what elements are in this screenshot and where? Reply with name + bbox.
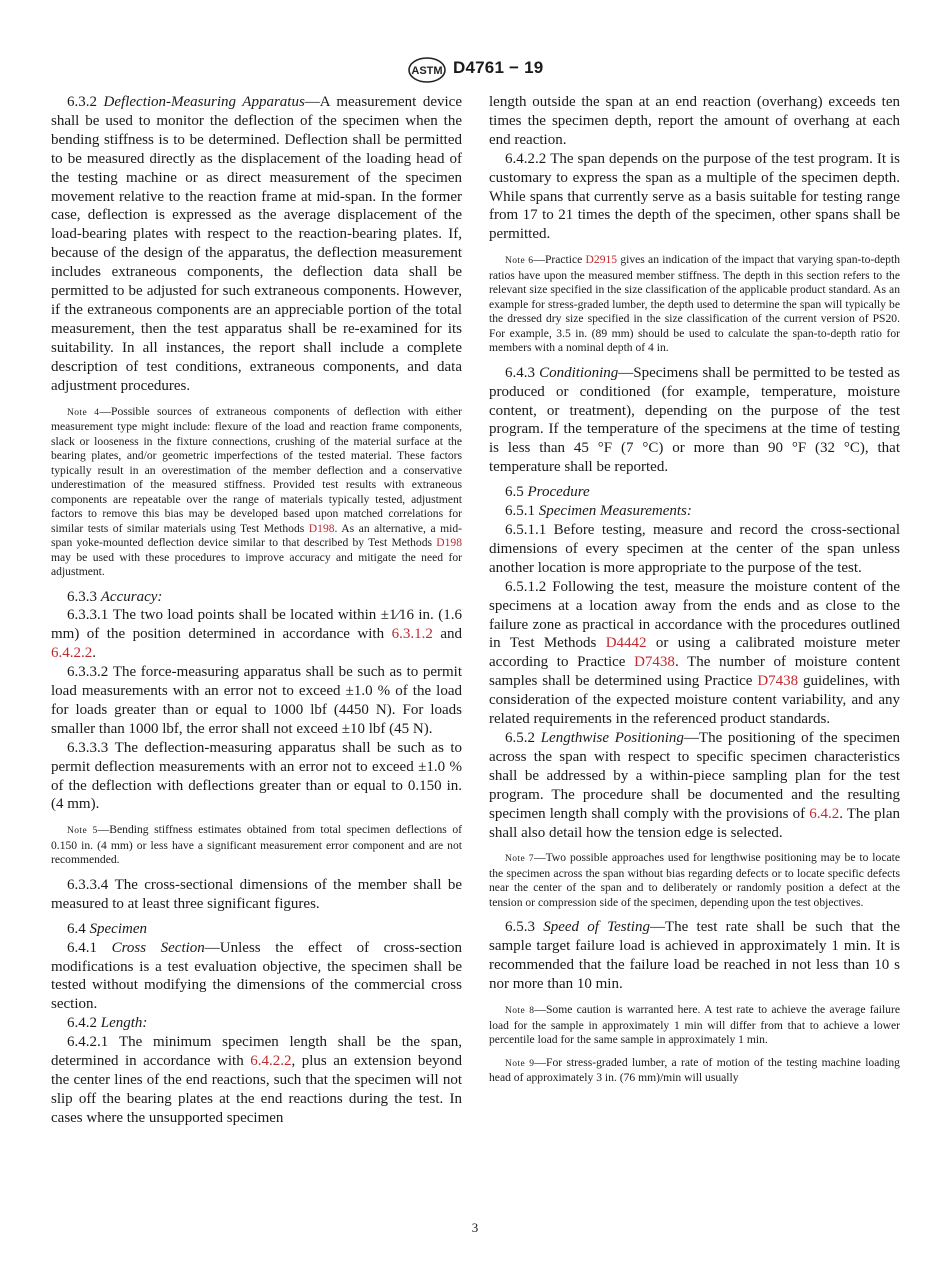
section-6-4-2-1: 6.4.2.1 The minimum specimen length shall be the span, determined in accordance with 6.4.2.2, plus an extension beyond the center lines of the end reactions, such that the specimen will not slip off the bearing plates at the end reactions during the test. In cases where the unsupported specimen [51, 1034, 463, 1126]
svg-text:ASTM: ASTM [411, 65, 443, 77]
right-column [489, 93, 900, 1094]
link-6-4-2-2[interactable]: 6.4.2.2 [51, 645, 93, 662]
link-d7438-2[interactable]: D7438 [757, 673, 799, 690]
section-6-4: 6.4 Specimen [67, 920, 147, 937]
left-column [51, 93, 462, 1128]
section-6-3-3-2: 6.3.3.2 The force-measuring apparatus shall be such as to permit load measurements with an error not to exceed ±1.0 % of the load for loads greater than or equal to 1000 lbf (4450 N). For loads smaller than 1000 lbf, the error shall not exceed ±10 lbf (45 N). [51, 664, 463, 737]
page-header [0, 57, 950, 83]
link-6-3-1-2[interactable]: 6.3.1.2 [391, 626, 433, 643]
section-6-5-3: 6.5.3 Speed of Testing—The test rate shall be such that the sample target failure load is achieved in approximately 1 min. It is recommended that the failure load be reached in not less than 10 s nor more than 10 min. [489, 919, 901, 993]
section-6-3-3-4: 6.3.3.4 The cross-sectional dimensions of the member shall be measured to at least three significant figures. [51, 876, 462, 912]
note-8: Note 8—Some caution is warranted here. A test rate to achieve the average failure load for the sample in approximately 1 min will differ from that to achieve a lower percentile load for the same sample in approximately 1 min. [489, 1003, 900, 1047]
link-d2915[interactable]: D2915 [585, 253, 618, 267]
section-6-4-2-1-continued: length outside the span at an end reaction (overhang) exceeds ten times the specimen depth, report the amount of overhang at each end reaction. [489, 94, 900, 148]
section-6-4-2-2: 6.4.2.2 The span depends on the purpose of the test program. It is customary to express the span as a multiple of the specimen depth. While spans that currently serve as a basis suitable for testing range from 17 to 21 times the depth of the specimen, other spans shall be permitted. [489, 150, 900, 243]
section-6-5: 6.5 Procedure [505, 484, 590, 501]
document-id: D4761 − 19 [453, 58, 544, 77]
section-6-5-2: 6.5.2 Lengthwise Positioning—The positioning of the specimen across the span with respect to specific specimen characteristics shall be addressed by a within-piece sampling plan for the test program. The procedure shall be documented and the resulting specimen length shall comply with the provisions of 6.4.2. The plan shall also detail how the tension edge is selected. [489, 729, 900, 841]
link-6-4-2-2-b[interactable]: 6.4.2.2 [250, 1053, 292, 1070]
link-d198-2[interactable]: D198 [436, 536, 462, 549]
link-6-4-2[interactable]: 6.4.2 [809, 805, 840, 822]
section-6-4-2: 6.4.2 Length: [67, 1015, 148, 1032]
link-d7438[interactable]: D7438 [634, 654, 675, 671]
section-6-3-3: 6.3.3 Accuracy: [67, 588, 163, 605]
note-5: Note 5—Bending stiffness estimates obtained from total specimen deflections of 0.150 in. (4 mm) or less have a significant measurement error component and are not recommended. [51, 823, 463, 867]
page-number: 3 [471, 1220, 479, 1235]
section-6-3-3-3: 6.3.3.3 The deflection-measuring apparatus shall be such as to permit deflection measurements with an error not to exceed ±1.0 % of the deflection with deflections greater than or equal to 0.150 in. (4 mm). [51, 739, 462, 813]
section-6-3-2: 6.3.2 Deflection-Measuring Apparatus—A measurement device shall be used to monitor the deflection of the specimen when the bending stiffness is to be determined. Deflection shall be permitted to be measured directly as the displacement of the loading head of the testing machine or as direct measurement of the specimen movement relative to the reaction frame at mid-span. In the former case, deflection is expressed as the average displacement of the load-bearing plates with respect to the reaction-bearing plates. If, because of the design of the apparatus, the deflection measurement includes extraneous components, the deflection data shall be permitted to be adjusted for such extraneous components. However, if the extraneous components are an appreciable portion of the total measurement, then the test apparatus shall be re-examined for its suitability. In all instances, the report shall include a complete description of test conditions, extraneous components, and data adjustment procedures. [51, 94, 462, 394]
astm-logo-icon [407, 57, 447, 83]
link-d4442[interactable]: D4442 [605, 635, 647, 652]
link-d198[interactable]: D198 [308, 521, 335, 535]
section-6-5-1-1: 6.5.1.1 Before testing, measure and record the cross-sectional dimensions of every specimen at the center of the span unless another location is more appropriate to the purpose of the test. [489, 522, 900, 576]
note-4: Note 4—Possible sources of extraneous components of deflection with either measurement type might include: flexure of the load and reaction frame components, slack or looseness in the fixture connections, crushing of the material surface at the bearing plates, and/or geometric imperfections of the tested material. These factors typically result in an overestimation of the member deflection and a conservative underestimation of the measured stiffness. Provided test results with extraneous components are repeatable over the range of materials typically tested, adjustment factors to remove this bias may be developed based upon matched correlations for similar tests of similar materials using Test Methods D198. As an alternative, a mid-span yoke-mounted deflection device similar to that described by Test Methods D198 may be used with these procedures to improve accuracy and mitigate the need for adjustment. [51, 404, 463, 578]
note-7: Note 7—Two possible approaches used for lengthwise positioning may be to locate the specimen across the span without bias regarding defects or to locate specific defects near the center of the span and to deliberately or randomly position a defect at the tension or compression side of the specimen, depending upon the test objectives. [489, 851, 900, 909]
note-9: Note 9—For stress-graded lumber, a rate of motion of the testing machine loading head of approximately 3 in. (76 mm)/min will usually [489, 1055, 900, 1085]
section-6-5-1: 6.5.1 Specimen Measurements: [505, 503, 692, 520]
section-6-5-1-2: 6.5.1.2 Following the test, measure the moisture content of the specimens at a location away from the ends and as close to the failure zone as practical in accordance with the procedures outlined in Test Methods D4442 or using a calibrated moisture meter according to Practice D7438. The number of moisture content samples shall be determined using Practice D7438 guidelines, with consideration of the expected moisture content variability, and any related requirements in the referenced product standards. [489, 578, 901, 728]
section-6-3-3-1: 6.3.3.1 The two load points shall be located within ±1⁄16 in. (1.6 mm) of the position determined in accordance with 6.3.1.2 and 6.4.2.2. [51, 607, 462, 662]
note-6: Note 6—Practice D2915 gives an indication of the impact that varying span-to-depth ratios have upon the measured member stiffness. The depth in this section refers to the relevant size specified in the size classification of the applicable product standard. As an example for stress-graded lumber, the depth used to determine the span will typically be the dressed dry size specified in the size classification of the current version of PS20. For example, 3.5 in. (89 mm) should be used to calculate the span-to-depth ratio for members with a nominal depth of 4 in. [489, 253, 900, 355]
section-6-4-3: 6.4.3 Conditioning—Specimens shall be permitted to be tested as produced or conditioned (for example, temperature, moisture content, or treatment), depending on the purpose of the test program. If the temperature of the specimens at the time of testing is less than 45 °F (7 °C) or more than 90 °F (32 °C), that temperature shall be reported. [489, 364, 901, 476]
section-6-4-1: 6.4.1 Cross Section—Unless the effect of cross-section modifications is a test evaluation objective, the specimen shall be tested without modifying the dimensions of the commercial cross section. [51, 939, 462, 1013]
